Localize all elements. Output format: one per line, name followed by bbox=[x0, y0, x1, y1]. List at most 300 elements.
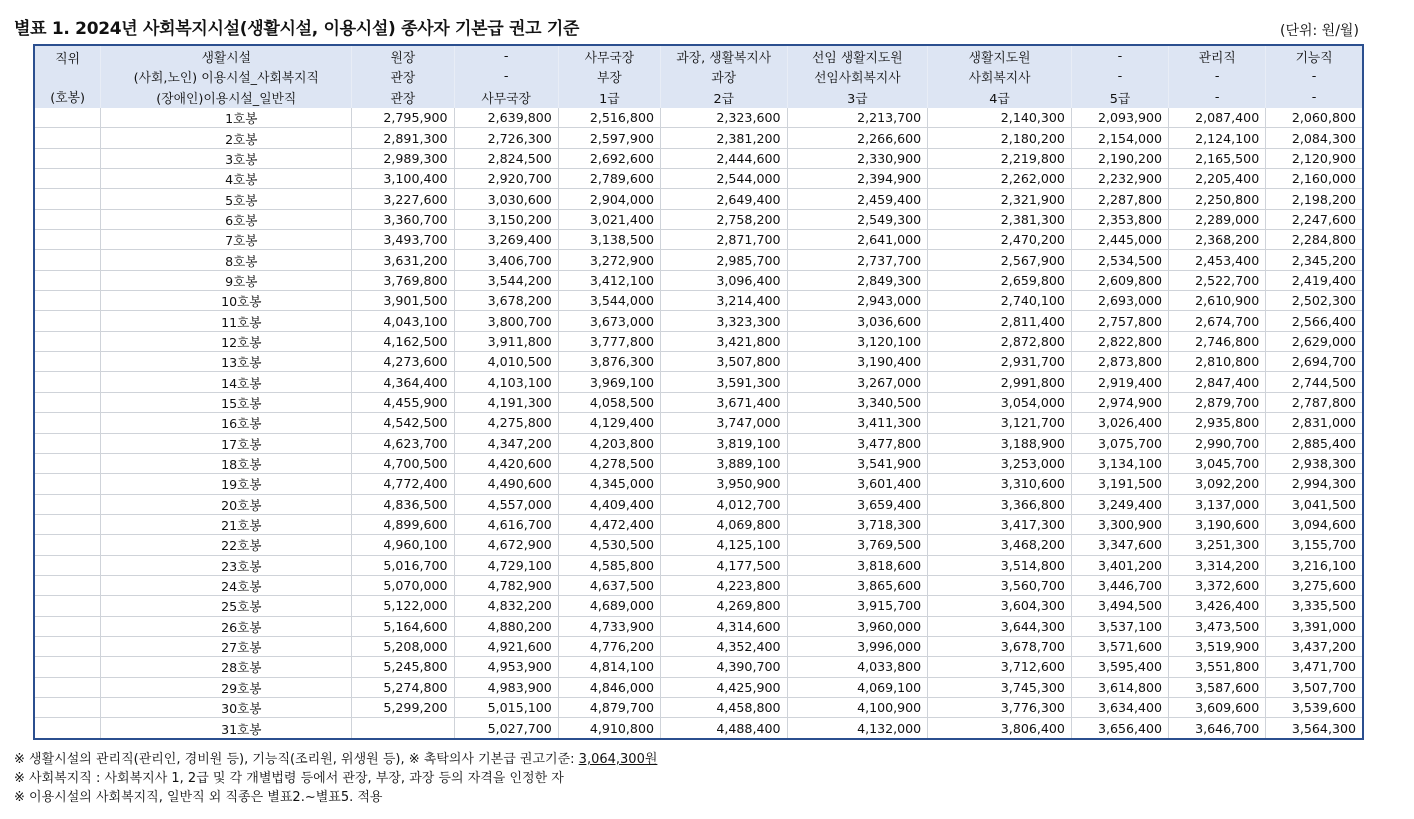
salary-cell: 3,437,200 bbox=[1266, 636, 1362, 656]
salary-cell: 3,094,600 bbox=[1266, 514, 1362, 534]
header-facility-label: (장애인)이용시설_일반직 bbox=[101, 87, 352, 108]
salary-cell: 3,075,700 bbox=[1071, 433, 1168, 453]
salary-cell: 3,551,800 bbox=[1169, 657, 1266, 677]
salary-cell: 3,473,500 bbox=[1169, 616, 1266, 636]
salary-cell: 3,190,400 bbox=[787, 352, 928, 372]
salary-cell: 3,601,400 bbox=[787, 474, 928, 494]
salary-cell: 3,544,000 bbox=[558, 291, 660, 311]
salary-cell: 3,519,900 bbox=[1169, 636, 1266, 656]
salary-cell: 2,213,700 bbox=[787, 108, 928, 128]
salary-cell: 4,472,400 bbox=[558, 514, 660, 534]
header-cell: 관장 bbox=[352, 87, 454, 108]
salary-cell: 2,087,400 bbox=[1169, 108, 1266, 128]
table-row bbox=[35, 189, 1362, 209]
row-spacer bbox=[35, 331, 101, 351]
table-row bbox=[35, 169, 1362, 189]
salary-cell: 3,745,300 bbox=[928, 677, 1072, 697]
salary-cell: 2,321,900 bbox=[928, 189, 1072, 209]
salary-cell: 4,689,000 bbox=[558, 596, 660, 616]
header-cell: 사회복지사 bbox=[928, 67, 1072, 88]
salary-cell: 3,901,500 bbox=[352, 291, 454, 311]
salary-cell: 3,564,300 bbox=[1291, 720, 1356, 736]
header-cell: 관리직 bbox=[1169, 46, 1266, 67]
salary-cell: 4,043,100 bbox=[352, 311, 454, 331]
table-row bbox=[35, 555, 1362, 575]
table-row bbox=[35, 433, 1362, 453]
header-cell: 1급 bbox=[558, 87, 660, 108]
salary-cell: 3,251,300 bbox=[1169, 535, 1266, 555]
header-cell: - bbox=[1071, 46, 1168, 67]
salary-cell: 5,164,600 bbox=[352, 616, 454, 636]
row-spacer bbox=[35, 474, 101, 494]
salary-cell: 3,092,200 bbox=[1169, 474, 1266, 494]
salary-cell: 2,746,800 bbox=[1169, 331, 1266, 351]
step-label: 30호봉 bbox=[101, 697, 352, 717]
table-row bbox=[35, 270, 1362, 290]
salary-cell: 2,140,300 bbox=[928, 108, 1072, 128]
salary-cell: 4,409,400 bbox=[558, 494, 660, 514]
salary-cell: 3,673,000 bbox=[558, 311, 660, 331]
footnote-2: ※ 사회복지직 : 사회복지사 1, 2급 및 각 개별법령 등에서 관장, 부장, 과장 등의 자격을 인정한 자 bbox=[14, 771, 564, 786]
step-label: 13호봉 bbox=[101, 352, 352, 372]
salary-cell: 3,045,700 bbox=[1169, 453, 1266, 473]
salary-cell: 2,266,600 bbox=[787, 128, 928, 148]
salary-cell: 4,420,600 bbox=[454, 453, 558, 473]
salary-cell: 3,411,300 bbox=[787, 413, 928, 433]
salary-cell: 3,406,700 bbox=[454, 250, 558, 270]
salary-cell: 2,629,000 bbox=[1266, 331, 1362, 351]
salary-cell: 2,597,900 bbox=[558, 128, 660, 148]
salary-cell: 3,591,300 bbox=[660, 372, 787, 392]
salary-cell: 3,134,100 bbox=[1071, 453, 1168, 473]
header-cell: 4급 bbox=[928, 87, 1072, 108]
salary-cell: 3,314,200 bbox=[1169, 555, 1266, 575]
salary-cell: 2,323,600 bbox=[660, 108, 787, 128]
salary-cell: 2,120,900 bbox=[1266, 148, 1362, 168]
salary-cell: 3,800,700 bbox=[454, 311, 558, 331]
row-spacer bbox=[35, 270, 101, 290]
salary-cell: 3,310,600 bbox=[928, 474, 1072, 494]
header-position-label bbox=[35, 67, 101, 88]
salary-cell: 4,879,700 bbox=[558, 697, 660, 717]
salary-cell: 2,919,400 bbox=[1071, 372, 1168, 392]
salary-cell: 4,921,600 bbox=[454, 636, 558, 656]
table-row bbox=[35, 209, 1362, 229]
salary-cell: 3,054,000 bbox=[928, 392, 1072, 412]
salary-cell: 4,425,900 bbox=[660, 677, 787, 697]
salary-cell: 3,889,100 bbox=[660, 453, 787, 473]
salary-table bbox=[35, 46, 1362, 738]
salary-cell: 2,692,600 bbox=[558, 148, 660, 168]
salary-cell: 3,507,700 bbox=[1266, 677, 1362, 697]
salary-cell: 3,191,500 bbox=[1071, 474, 1168, 494]
salary-cell: 2,985,700 bbox=[660, 250, 787, 270]
header-cell: 생활지도원 bbox=[928, 46, 1072, 67]
salary-cell: 4,100,900 bbox=[787, 697, 928, 717]
salary-cell: 2,093,900 bbox=[1071, 108, 1168, 128]
header-cell: - bbox=[1071, 67, 1168, 88]
header-cell: - bbox=[1266, 87, 1362, 108]
salary-cell: 2,811,400 bbox=[928, 311, 1072, 331]
salary-cell: 3,587,600 bbox=[1169, 677, 1266, 697]
table-row bbox=[35, 636, 1362, 656]
salary-cell: 2,994,300 bbox=[1266, 474, 1362, 494]
salary-cell: 4,269,800 bbox=[660, 596, 787, 616]
salary-cell: 3,595,400 bbox=[1071, 657, 1168, 677]
table-row bbox=[35, 596, 1362, 616]
salary-cell: 3,865,600 bbox=[787, 575, 928, 595]
header-cell: 관장 bbox=[352, 67, 454, 88]
step-label: 1호봉 bbox=[101, 108, 352, 128]
salary-cell: 5,122,000 bbox=[352, 596, 454, 616]
row-spacer bbox=[35, 596, 101, 616]
header-cell: 과장, 생활복지사 bbox=[660, 46, 787, 67]
table-row bbox=[35, 474, 1362, 494]
salary-cell: 2,124,100 bbox=[1169, 128, 1266, 148]
salary-cell: 3,539,600 bbox=[1266, 697, 1362, 717]
table-row bbox=[35, 494, 1362, 514]
step-label: 28호봉 bbox=[101, 657, 352, 677]
salary-cell: 3,777,800 bbox=[558, 331, 660, 351]
salary-cell: 2,381,200 bbox=[660, 128, 787, 148]
salary-cell: 3,571,600 bbox=[1071, 636, 1168, 656]
salary-cell: 4,772,400 bbox=[352, 474, 454, 494]
salary-cell: 2,938,300 bbox=[1266, 453, 1362, 473]
header-cell: - bbox=[454, 46, 558, 67]
salary-cell: 2,872,800 bbox=[928, 331, 1072, 351]
salary-cell: 2,879,700 bbox=[1169, 392, 1266, 412]
salary-cell: 2,659,800 bbox=[928, 270, 1072, 290]
row-spacer bbox=[35, 209, 101, 229]
table-row bbox=[35, 128, 1362, 148]
salary-cell: 2,757,800 bbox=[1071, 311, 1168, 331]
header-facility-label: 생활시설 bbox=[101, 46, 352, 67]
salary-cell: 3,372,600 bbox=[1169, 575, 1266, 595]
row-spacer bbox=[35, 230, 101, 250]
salary-cell: 2,871,700 bbox=[660, 230, 787, 250]
salary-cell: 3,712,600 bbox=[928, 657, 1072, 677]
salary-cell: 4,273,600 bbox=[352, 352, 454, 372]
salary-cell: 4,953,900 bbox=[454, 657, 558, 677]
salary-cell: 3,646,700 bbox=[1169, 718, 1266, 738]
salary-cell: 2,693,000 bbox=[1071, 291, 1168, 311]
salary-cell: 3,960,000 bbox=[787, 616, 928, 636]
salary-cell: 3,269,400 bbox=[454, 230, 558, 250]
row-spacer bbox=[35, 413, 101, 433]
salary-cell: 4,191,300 bbox=[454, 392, 558, 412]
salary-cell: 4,672,900 bbox=[454, 535, 558, 555]
salary-cell: 4,012,700 bbox=[660, 494, 787, 514]
table-row bbox=[35, 616, 1362, 636]
salary-cell: 4,177,500 bbox=[660, 555, 787, 575]
salary-cell: 3,426,400 bbox=[1169, 596, 1266, 616]
salary-cell: 3,969,100 bbox=[558, 372, 660, 392]
table-row bbox=[35, 230, 1362, 250]
salary-cell: 3,514,800 bbox=[928, 555, 1072, 575]
salary-cell: 2,190,200 bbox=[1071, 148, 1168, 168]
salary-cell: 3,360,700 bbox=[352, 209, 454, 229]
salary-cell: 4,637,500 bbox=[558, 575, 660, 595]
table-row bbox=[35, 392, 1362, 412]
table-row bbox=[35, 291, 1362, 311]
header-cell: 5급 bbox=[1071, 87, 1168, 108]
row-spacer bbox=[35, 535, 101, 555]
salary-cell: 2,873,800 bbox=[1071, 352, 1168, 372]
salary-cell: 3,631,200 bbox=[352, 250, 454, 270]
salary-cell: 4,162,500 bbox=[352, 331, 454, 351]
salary-cell: 2,250,800 bbox=[1169, 189, 1266, 209]
salary-cell: 3,996,000 bbox=[787, 636, 928, 656]
header-cell: 3급 bbox=[787, 87, 928, 108]
salary-cell: 2,289,000 bbox=[1169, 209, 1266, 229]
salary-cell: 4,880,200 bbox=[454, 616, 558, 636]
row-spacer bbox=[35, 311, 101, 331]
salary-cell: 3,747,000 bbox=[660, 413, 787, 433]
table-row bbox=[35, 148, 1362, 168]
salary-cell: 2,549,300 bbox=[787, 209, 928, 229]
salary-cell: 2,824,500 bbox=[454, 148, 558, 168]
salary-cell: 3,026,400 bbox=[1071, 413, 1168, 433]
salary-cell: 4,010,500 bbox=[454, 352, 558, 372]
salary-cell: 2,394,900 bbox=[787, 169, 928, 189]
salary-cell: 3,915,700 bbox=[787, 596, 928, 616]
salary-cell: 2,991,800 bbox=[928, 372, 1072, 392]
salary-cell: 3,806,400 bbox=[928, 718, 1072, 738]
table-row bbox=[35, 108, 1362, 128]
salary-cell: 2,885,400 bbox=[1266, 433, 1362, 453]
unit-label: (단위: 원/월) bbox=[1280, 23, 1359, 39]
step-label: 7호봉 bbox=[101, 230, 352, 250]
salary-cell: 3,819,100 bbox=[660, 433, 787, 453]
step-label: 19호봉 bbox=[101, 474, 352, 494]
step-label: 9호봉 bbox=[101, 270, 352, 290]
salary-cell: 2,974,900 bbox=[1071, 392, 1168, 412]
salary-cell: 4,899,600 bbox=[352, 514, 454, 534]
header-cell: - bbox=[454, 67, 558, 88]
step-label: 12호봉 bbox=[101, 331, 352, 351]
salary-cell: 4,983,900 bbox=[454, 677, 558, 697]
salary-cell: 4,782,900 bbox=[454, 575, 558, 595]
salary-cell: 2,544,000 bbox=[660, 169, 787, 189]
salary-cell: 2,849,300 bbox=[787, 270, 928, 290]
salary-cell: 3,718,300 bbox=[787, 514, 928, 534]
row-spacer bbox=[35, 148, 101, 168]
salary-cell: 2,180,200 bbox=[928, 128, 1072, 148]
salary-cell: 2,847,400 bbox=[1169, 372, 1266, 392]
table-row bbox=[35, 250, 1362, 270]
salary-cell: 3,644,300 bbox=[928, 616, 1072, 636]
step-label: 6호봉 bbox=[101, 209, 352, 229]
salary-cell: 5,016,700 bbox=[352, 555, 454, 575]
row-spacer bbox=[35, 433, 101, 453]
salary-cell: 3,911,800 bbox=[454, 331, 558, 351]
salary-cell: 2,247,600 bbox=[1266, 209, 1362, 229]
salary-cell: 2,674,700 bbox=[1169, 311, 1266, 331]
salary-cell: 3,609,600 bbox=[1169, 697, 1266, 717]
header-cell: 사무국장 bbox=[454, 87, 558, 108]
step-label: 15호봉 bbox=[101, 392, 352, 412]
salary-cell: 3,471,700 bbox=[1266, 657, 1362, 677]
salary-cell: 4,836,500 bbox=[352, 494, 454, 514]
row-spacer bbox=[35, 555, 101, 575]
salary-cell: 3,391,000 bbox=[1266, 616, 1362, 636]
salary-cell: 3,614,800 bbox=[1071, 677, 1168, 697]
salary-cell: 4,458,800 bbox=[660, 697, 787, 717]
salary-cell: 2,831,000 bbox=[1266, 413, 1362, 433]
salary-cell: 2,758,200 bbox=[660, 209, 787, 229]
salary-cell: 3,366,800 bbox=[928, 494, 1072, 514]
salary-cell: 3,678,700 bbox=[928, 636, 1072, 656]
step-label: 4호봉 bbox=[101, 169, 352, 189]
salary-cell bbox=[352, 718, 454, 738]
step-label: 11호봉 bbox=[101, 311, 352, 331]
salary-cell: 2,726,300 bbox=[454, 128, 558, 148]
salary-cell: 4,910,800 bbox=[558, 718, 660, 738]
salary-cell: 3,120,100 bbox=[787, 331, 928, 351]
row-spacer bbox=[35, 718, 101, 738]
header-row bbox=[35, 87, 1362, 108]
salary-cell: 4,455,900 bbox=[352, 392, 454, 412]
salary-cell: 2,165,500 bbox=[1169, 148, 1266, 168]
step-label: 3호봉 bbox=[101, 148, 352, 168]
header-position-label: (호봉) bbox=[35, 87, 101, 108]
salary-cell: 4,530,500 bbox=[558, 535, 660, 555]
salary-cell: 2,453,400 bbox=[1169, 250, 1266, 270]
step-label: 2호봉 bbox=[101, 128, 352, 148]
salary-cell: 3,950,900 bbox=[660, 474, 787, 494]
header-cell: 원장 bbox=[352, 46, 454, 67]
salary-cell: 4,390,700 bbox=[660, 657, 787, 677]
salary-cell: 3,227,600 bbox=[352, 189, 454, 209]
salary-cell: 2,789,600 bbox=[558, 169, 660, 189]
row-spacer bbox=[35, 291, 101, 311]
salary-cell: 3,096,400 bbox=[660, 270, 787, 290]
row-spacer bbox=[35, 616, 101, 636]
salary-cell: 4,223,800 bbox=[660, 575, 787, 595]
salary-cell: 2,694,700 bbox=[1266, 352, 1362, 372]
table-row bbox=[35, 514, 1362, 534]
salary-cell: 2,931,700 bbox=[928, 352, 1072, 372]
row-spacer bbox=[35, 108, 101, 128]
salary-cell: 2,904,000 bbox=[558, 189, 660, 209]
salary-cell: 3,769,800 bbox=[352, 270, 454, 290]
salary-cell: 3,138,500 bbox=[558, 230, 660, 250]
step-label: 31호봉 bbox=[101, 718, 352, 738]
salary-cell: 2,287,800 bbox=[1071, 189, 1168, 209]
salary-cell: 2,084,300 bbox=[1266, 128, 1362, 148]
row-spacer bbox=[35, 514, 101, 534]
table-row bbox=[35, 413, 1362, 433]
salary-cell: 3,300,900 bbox=[1071, 514, 1168, 534]
salary-cell: 3,537,100 bbox=[1071, 616, 1168, 636]
salary-cell: 3,477,800 bbox=[787, 433, 928, 453]
salary-cell: 3,347,600 bbox=[1071, 535, 1168, 555]
row-spacer bbox=[35, 372, 101, 392]
salary-cell: 5,299,200 bbox=[352, 697, 454, 717]
step-label: 10호봉 bbox=[101, 291, 352, 311]
salary-cell: 4,960,100 bbox=[352, 535, 454, 555]
row-spacer bbox=[35, 575, 101, 595]
salary-cell: 3,507,800 bbox=[660, 352, 787, 372]
salary-cell: 4,314,600 bbox=[660, 616, 787, 636]
salary-cell: 2,459,400 bbox=[787, 189, 928, 209]
table-row bbox=[35, 697, 1362, 717]
salary-cell: 3,267,000 bbox=[787, 372, 928, 392]
salary-cell: 5,208,000 bbox=[352, 636, 454, 656]
salary-cell: 2,943,000 bbox=[787, 291, 928, 311]
salary-cell: 3,021,400 bbox=[558, 209, 660, 229]
salary-cell: 3,150,200 bbox=[454, 209, 558, 229]
salary-cell: 2,641,000 bbox=[787, 230, 928, 250]
salary-cell: 3,417,300 bbox=[928, 514, 1072, 534]
table-body bbox=[35, 108, 1362, 739]
footnote-1 bbox=[14, 750, 657, 769]
salary-cell: 4,585,800 bbox=[558, 555, 660, 575]
salary-cell: 5,245,800 bbox=[352, 657, 454, 677]
salary-cell: 3,188,900 bbox=[928, 433, 1072, 453]
salary-cell: 3,275,600 bbox=[1266, 575, 1362, 595]
salary-cell: 4,729,100 bbox=[454, 555, 558, 575]
step-label: 8호봉 bbox=[101, 250, 352, 270]
salary-cell: 3,876,300 bbox=[558, 352, 660, 372]
row-spacer bbox=[35, 352, 101, 372]
salary-cell: 3,659,400 bbox=[787, 494, 928, 514]
header-cell: 기능직 bbox=[1266, 46, 1362, 67]
salary-cell: 4,542,500 bbox=[352, 413, 454, 433]
salary-cell: 2,154,000 bbox=[1071, 128, 1168, 148]
salary-cell: 3,678,200 bbox=[454, 291, 558, 311]
salary-cell: 3,121,700 bbox=[928, 413, 1072, 433]
table-header bbox=[35, 46, 1362, 108]
salary-cell: 2,444,600 bbox=[660, 148, 787, 168]
table-row bbox=[35, 677, 1362, 697]
step-label: 23호봉 bbox=[101, 555, 352, 575]
table-row bbox=[35, 331, 1362, 351]
salary-cell: 5,274,800 bbox=[352, 677, 454, 697]
row-spacer bbox=[35, 677, 101, 697]
salary-cell: 3,036,600 bbox=[787, 311, 928, 331]
salary-cell: 5,015,100 bbox=[454, 697, 558, 717]
salary-cell: 2,989,300 bbox=[352, 148, 454, 168]
header-cell: 과장 bbox=[660, 67, 787, 88]
step-label: 24호봉 bbox=[101, 575, 352, 595]
salary-cell: 3,272,900 bbox=[558, 250, 660, 270]
salary-cell: 4,488,400 bbox=[660, 718, 787, 738]
salary-cell: 2,522,700 bbox=[1169, 270, 1266, 290]
salary-cell: 3,401,200 bbox=[1071, 555, 1168, 575]
salary-cell: 2,639,800 bbox=[454, 108, 558, 128]
row-spacer bbox=[35, 494, 101, 514]
step-label: 27호봉 bbox=[101, 636, 352, 656]
table-row bbox=[35, 453, 1362, 473]
footnote-3: ※ 이용시설의 사회복지직, 일반직 외 직종은 별표2.~별표5. 적용 bbox=[14, 790, 383, 805]
header-cell: - bbox=[1169, 67, 1266, 88]
footnote-1-text: ※ 생활시설의 관리직(관리인, 경비원 등), 기능직(조리원, 위생원 등), ※ 촉탁의사 기본급 권고기준: bbox=[14, 752, 579, 767]
salary-cell: 4,776,200 bbox=[558, 636, 660, 656]
salary-cell: 2,795,900 bbox=[352, 108, 454, 128]
salary-cell: 2,740,100 bbox=[928, 291, 1072, 311]
table-row bbox=[35, 718, 1362, 738]
salary-cell: 3,216,100 bbox=[1266, 555, 1362, 575]
salary-cell: 4,345,000 bbox=[558, 474, 660, 494]
salary-cell: 3,412,100 bbox=[558, 270, 660, 290]
header-cell: 사무국장 bbox=[558, 46, 660, 67]
salary-cell: 4,700,500 bbox=[352, 453, 454, 473]
salary-cell: 3,041,500 bbox=[1266, 494, 1362, 514]
salary-cell: 4,557,000 bbox=[454, 494, 558, 514]
header-position-label: 직위 bbox=[35, 46, 101, 67]
header-cell: 2급 bbox=[660, 87, 787, 108]
